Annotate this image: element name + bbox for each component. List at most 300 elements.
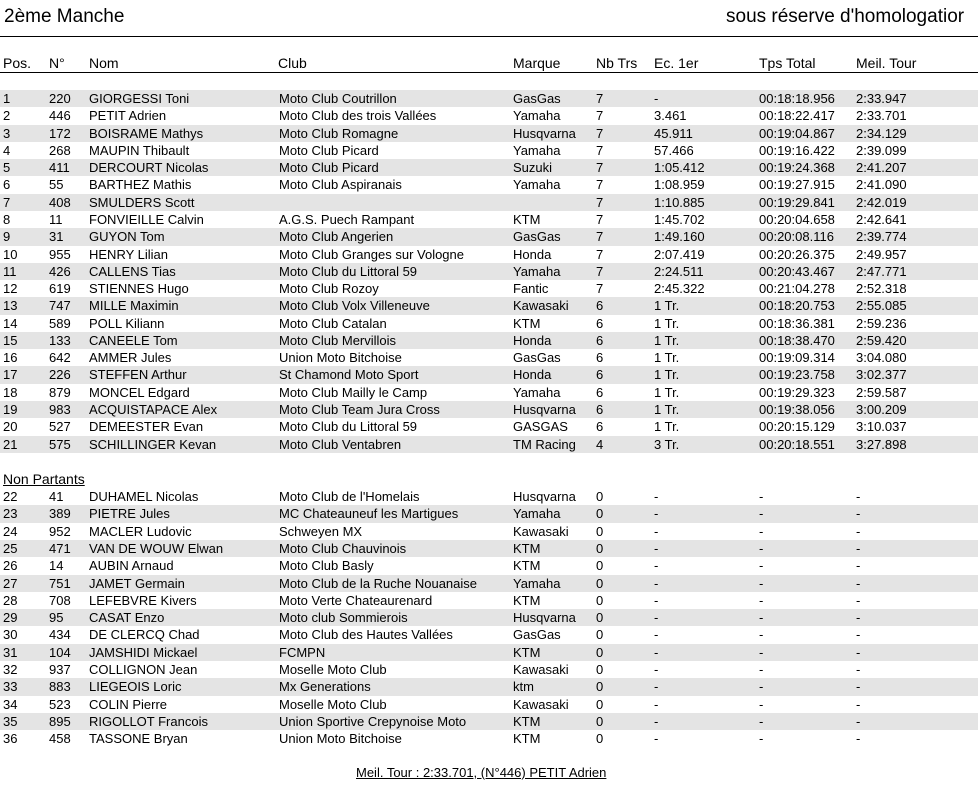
- row-gap: 1 Tr.: [654, 367, 680, 383]
- row-brand: Yamaha: [513, 177, 561, 193]
- row-gap: -: [654, 610, 659, 626]
- row-laps: 0: [596, 627, 604, 643]
- row-name: DEMEESTER Evan: [89, 419, 204, 435]
- row-pos: 16: [3, 350, 18, 366]
- row-number: 408: [49, 194, 71, 210]
- row-club: Moto Club Rozoy: [279, 281, 379, 297]
- row-name: FONVIEILLE Calvin: [89, 211, 204, 227]
- row-pos: 35: [3, 713, 18, 729]
- row-pos: 7: [3, 194, 11, 210]
- table-row: [0, 125, 978, 142]
- row-best-lap: -: [856, 575, 861, 591]
- row-laps: 7: [596, 194, 604, 210]
- table-row: [0, 142, 978, 159]
- row-club: Moto Club Catalan: [279, 315, 387, 331]
- row-laps: 7: [596, 142, 604, 158]
- row-name: MACLER Ludovic: [89, 523, 192, 539]
- row-best-lap: 2:55.085: [856, 298, 907, 314]
- row-number: 642: [49, 350, 71, 366]
- row-name: AUBIN Arnaud: [89, 558, 174, 574]
- row-total-time: 00:19:09.314: [759, 350, 835, 366]
- row-number: 747: [49, 298, 71, 314]
- row-laps: 7: [596, 281, 604, 297]
- row-number: 268: [49, 142, 71, 158]
- row-laps: 6: [596, 315, 604, 331]
- row-number: 523: [49, 696, 71, 712]
- row-club: Moto club Sommierois: [279, 610, 408, 626]
- row-name: LEFEBVRE Kivers: [89, 592, 197, 608]
- table-row: [0, 730, 978, 747]
- row-brand: Husqvarna: [513, 489, 576, 504]
- row-laps: 0: [596, 592, 604, 608]
- row-brand: Honda: [513, 367, 552, 383]
- row-brand: KTM: [513, 315, 541, 331]
- header-nom: Nom: [89, 55, 119, 71]
- row-total-time: 00:20:04.658: [759, 211, 835, 227]
- row-name: PIETRE Jules: [89, 506, 170, 522]
- row-name: AMMER Jules: [89, 350, 172, 366]
- row-name: RIGOLLOT Francois: [89, 713, 208, 729]
- row-total-time: 00:19:38.056: [759, 402, 835, 418]
- row-brand: Yamaha: [513, 142, 561, 158]
- row-best-lap: 2:59.236: [856, 315, 907, 331]
- row-name: PETIT Adrien: [89, 108, 167, 124]
- row-best-lap: -: [856, 540, 861, 556]
- row-name: DERCOURT Nicolas: [89, 160, 209, 176]
- table-row: [0, 661, 978, 678]
- row-brand: KTM: [513, 713, 541, 729]
- row-best-lap: 2:52.318: [856, 281, 907, 297]
- row-number: 446: [49, 108, 71, 124]
- row-number: 104: [49, 644, 71, 660]
- row-total-time: -: [759, 558, 764, 574]
- row-club: Union Moto Bitchoise: [279, 731, 402, 747]
- row-pos: 18: [3, 384, 18, 400]
- row-pos: 3: [3, 125, 11, 141]
- row-club: Moto Club Volx Villeneuve: [279, 298, 430, 314]
- row-brand: Husqvarna: [513, 610, 576, 626]
- row-laps: 6: [596, 367, 604, 383]
- row-club: Moto Club Basly: [279, 558, 374, 574]
- row-name: ACQUISTAPACE Alex: [89, 402, 218, 418]
- table-row: [0, 297, 978, 314]
- row-total-time: -: [759, 610, 764, 626]
- row-club: Union Sportive Crepynoise Moto: [279, 713, 467, 729]
- row-best-lap: 2:39.774: [856, 229, 907, 245]
- row-number: 389: [49, 506, 71, 522]
- row-gap: 1:08.959: [654, 177, 705, 193]
- table-row: [0, 523, 978, 540]
- row-brand: Kawasaki: [513, 696, 569, 712]
- row-brand: KTM: [513, 211, 541, 227]
- row-best-lap: 2:47.771: [856, 263, 907, 279]
- row-laps: 0: [596, 540, 604, 556]
- row-club: Moto Club Team Jura Cross: [279, 402, 440, 418]
- row-best-lap: -: [856, 713, 861, 729]
- table-row: [0, 211, 978, 228]
- row-number: 955: [49, 246, 71, 262]
- row-brand: Suzuki: [513, 160, 553, 176]
- row-pos: 6: [3, 177, 11, 193]
- row-best-lap: 2:59.420: [856, 332, 907, 348]
- row-best-lap: -: [856, 523, 861, 539]
- row-best-lap: -: [856, 696, 861, 712]
- table-row: [0, 263, 978, 280]
- row-gap: 57.466: [654, 142, 694, 158]
- row-number: 31: [49, 229, 64, 245]
- row-number: 983: [49, 402, 71, 418]
- table-row: [0, 644, 978, 661]
- row-pos: 21: [3, 436, 18, 452]
- row-pos: 9: [3, 229, 11, 245]
- row-gap: -: [654, 713, 659, 729]
- row-gap: -: [654, 627, 659, 643]
- row-laps: 0: [596, 489, 604, 504]
- row-gap: 1 Tr.: [654, 384, 680, 400]
- row-gap: -: [654, 558, 659, 574]
- row-brand: GASGAS: [513, 419, 568, 435]
- row-laps: 0: [596, 662, 604, 677]
- row-total-time: 00:19:16.422: [759, 142, 835, 158]
- row-gap: 1 Tr.: [654, 419, 680, 435]
- row-total-time: 00:19:29.841: [759, 194, 835, 210]
- row-number: 883: [49, 679, 71, 695]
- table-row: [0, 90, 978, 107]
- row-gap: -: [654, 540, 659, 556]
- row-gap: 2:07.419: [654, 246, 705, 262]
- row-best-lap: 3:00.209: [856, 402, 907, 418]
- row-name: MONCEL Edgard: [89, 384, 190, 400]
- header-num: N°: [49, 55, 65, 71]
- row-brand: ktm: [513, 679, 534, 695]
- row-pos: 11: [3, 263, 17, 279]
- title-rule: [0, 36, 978, 37]
- row-pos: 8: [3, 211, 11, 227]
- row-club: Union Moto Bitchoise: [279, 350, 402, 366]
- row-best-lap: -: [856, 627, 861, 643]
- row-brand: KTM: [513, 731, 541, 747]
- row-club: Moto Club Picard: [279, 142, 379, 158]
- row-total-time: 00:18:18.956: [759, 91, 835, 106]
- row-name: BOISRAME Mathys: [89, 125, 204, 141]
- row-number: 411: [49, 160, 70, 176]
- row-best-lap: 2:41.207: [856, 160, 907, 176]
- row-brand: Husqvarna: [513, 125, 576, 141]
- table-row: [0, 592, 978, 609]
- row-pos: 22: [3, 489, 18, 504]
- row-total-time: -: [759, 575, 764, 591]
- row-best-lap: -: [856, 489, 861, 504]
- row-total-time: 00:18:38.470: [759, 332, 835, 348]
- row-club: Moto Club Angerien: [279, 229, 394, 245]
- row-brand: Yamaha: [513, 506, 561, 522]
- row-pos: 36: [3, 731, 18, 747]
- row-best-lap: 2:41.090: [856, 177, 907, 193]
- row-brand: KTM: [513, 558, 541, 574]
- row-best-lap: 3:04.080: [856, 350, 907, 366]
- row-total-time: -: [759, 506, 764, 522]
- row-pos: 14: [3, 315, 18, 331]
- row-pos: 34: [3, 696, 18, 712]
- row-gap: -: [654, 575, 659, 591]
- row-laps: 6: [596, 350, 604, 366]
- row-gap: -: [654, 644, 659, 660]
- row-number: 937: [49, 662, 71, 677]
- row-number: 41: [49, 489, 64, 504]
- row-pos: 2: [3, 108, 11, 124]
- row-best-lap: -: [856, 610, 861, 626]
- row-club: Moto Club de la Ruche Nouanaise: [279, 575, 478, 591]
- row-laps: 6: [596, 384, 604, 400]
- row-number: 55: [49, 177, 64, 193]
- row-name: HENRY Lilian: [89, 246, 169, 262]
- row-number: 434: [49, 627, 71, 643]
- row-pos: 28: [3, 592, 18, 608]
- row-brand: Yamaha: [513, 263, 561, 279]
- header-pos: Pos.: [3, 55, 32, 71]
- row-number: 527: [49, 419, 71, 435]
- row-gap: 1 Tr.: [654, 315, 680, 331]
- header-marque: Marque: [513, 55, 561, 71]
- row-best-lap: 2:59.587: [856, 384, 907, 400]
- row-gap: 1:10.885: [654, 194, 705, 210]
- row-name: COLIN Pierre: [89, 696, 168, 712]
- row-total-time: 00:19:29.323: [759, 384, 835, 400]
- row-total-time: 00:20:15.129: [759, 419, 835, 435]
- row-name: BARTHEZ Mathis: [89, 177, 192, 193]
- row-gap: 1 Tr.: [654, 298, 680, 314]
- row-laps: 6: [596, 419, 604, 435]
- row-number: 751: [49, 575, 71, 591]
- table-row: [0, 436, 978, 453]
- row-club: FCMPN: [279, 644, 326, 660]
- row-best-lap: 2:39.099: [856, 142, 907, 158]
- row-total-time: -: [759, 592, 764, 608]
- row-name: TASSONE Bryan: [89, 731, 188, 747]
- row-best-lap: -: [856, 558, 861, 574]
- row-laps: 7: [596, 229, 604, 245]
- row-pos: 5: [3, 160, 11, 176]
- row-number: 226: [49, 367, 71, 383]
- row-pos: 23: [3, 506, 18, 522]
- header-club: Club: [278, 55, 307, 71]
- row-pos: 33: [3, 679, 18, 695]
- row-total-time: 00:18:22.417: [759, 108, 835, 124]
- row-club: Moto Verte Chateaurenard: [279, 592, 433, 608]
- row-brand: Honda: [513, 332, 552, 348]
- row-laps: 7: [596, 246, 604, 262]
- row-brand: KTM: [513, 644, 541, 660]
- table-row: [0, 713, 978, 730]
- row-number: 708: [49, 592, 71, 608]
- row-name: LIEGEOIS Loric: [89, 679, 182, 695]
- row-gap: 3 Tr.: [654, 436, 680, 452]
- row-laps: 0: [596, 523, 604, 539]
- row-club: A.G.S. Puech Rampant: [279, 211, 415, 227]
- homologation-status: sous réserve d'homologatior: [726, 6, 965, 27]
- row-total-time: -: [759, 523, 764, 539]
- row-laps: 0: [596, 575, 604, 591]
- row-total-time: 00:19:23.758: [759, 367, 835, 383]
- row-number: 619: [49, 281, 71, 297]
- row-laps: 7: [596, 177, 604, 193]
- row-club: Moto Club du Littoral 59: [279, 419, 418, 435]
- row-gap: 1 Tr.: [654, 402, 680, 418]
- row-gap: 45.911: [654, 125, 693, 141]
- row-total-time: -: [759, 731, 764, 747]
- row-laps: 7: [596, 108, 604, 124]
- row-club: Moto Club des Hautes Vallées: [279, 627, 453, 643]
- row-name: VAN DE WOUW Elwan: [89, 540, 224, 556]
- row-total-time: -: [759, 489, 764, 504]
- row-number: 11: [49, 211, 63, 227]
- row-best-lap: 2:33.947: [856, 91, 907, 106]
- row-best-lap: -: [856, 592, 861, 608]
- row-total-time: 00:19:24.368: [759, 160, 835, 176]
- row-laps: 7: [596, 263, 604, 279]
- header-meil-tour: Meil. Tour: [856, 55, 917, 71]
- row-laps: 0: [596, 713, 604, 729]
- row-name: DUHAMEL Nicolas: [89, 489, 199, 504]
- row-brand: GasGas: [513, 627, 561, 643]
- header-tps-total: Tps Total: [759, 55, 816, 71]
- table-row: [0, 696, 978, 713]
- row-brand: KTM: [513, 540, 541, 556]
- row-name: STIENNES Hugo: [89, 281, 189, 297]
- row-laps: 7: [596, 125, 604, 141]
- row-pos: 30: [3, 627, 18, 643]
- row-club: Moto Club Aspiranais: [279, 177, 402, 193]
- table-row: [0, 626, 978, 643]
- row-total-time: -: [759, 662, 764, 677]
- row-laps: 6: [596, 298, 604, 314]
- row-total-time: -: [759, 540, 764, 556]
- row-total-time: 00:20:08.116: [759, 229, 834, 245]
- row-total-time: -: [759, 644, 764, 660]
- row-laps: 6: [596, 332, 604, 348]
- row-club: Moto Club Chauvinois: [279, 540, 407, 556]
- row-name: STEFFEN Arthur: [89, 367, 187, 383]
- row-gap: 2:45.322: [654, 281, 705, 297]
- row-club: Moto Club Granges sur Vologne: [279, 246, 464, 262]
- row-number: 133: [49, 332, 71, 348]
- row-number: 575: [49, 436, 71, 452]
- row-brand: Fantic: [513, 281, 549, 297]
- row-best-lap: -: [856, 644, 861, 660]
- table-row: [0, 194, 978, 211]
- row-club: Moto Club Mervillois: [279, 332, 397, 348]
- row-pos: 20: [3, 419, 18, 435]
- row-brand: Kawasaki: [513, 662, 569, 677]
- table-row: [0, 228, 978, 245]
- row-gap: -: [654, 91, 659, 106]
- header-nb-trs: Nb Trs: [596, 55, 638, 71]
- row-pos: 32: [3, 662, 18, 677]
- row-gap: 2:24.511: [654, 263, 704, 279]
- row-number: 952: [49, 523, 71, 539]
- row-brand: TM Racing: [513, 436, 576, 452]
- row-total-time: 00:19:04.867: [759, 125, 835, 141]
- row-total-time: -: [759, 696, 764, 712]
- row-brand: GasGas: [513, 91, 561, 106]
- row-name: SMULDERS Scott: [89, 194, 195, 210]
- row-brand: Yamaha: [513, 575, 561, 591]
- row-best-lap: 2:33.701: [856, 108, 907, 124]
- row-number: 471: [49, 540, 71, 556]
- row-pos: 25: [3, 540, 18, 556]
- row-number: 220: [49, 91, 71, 106]
- row-gap: -: [654, 662, 659, 677]
- row-name: MILLE Maximin: [89, 298, 179, 314]
- row-club: Moto Club Picard: [279, 160, 379, 176]
- table-row: [0, 315, 978, 332]
- row-name: JAMSHIDI Mickael: [89, 644, 198, 660]
- row-name: GUYON Tom: [89, 229, 165, 245]
- row-pos: 17: [3, 367, 18, 383]
- row-best-lap: 2:49.957: [856, 246, 907, 262]
- table-row: [0, 505, 978, 522]
- row-pos: 24: [3, 523, 18, 539]
- row-number: 14: [49, 558, 64, 574]
- row-number: 95: [49, 610, 64, 626]
- table-row: [0, 575, 978, 592]
- row-best-lap: -: [856, 679, 861, 695]
- table-row: [0, 280, 978, 297]
- row-total-time: 00:20:43.467: [759, 263, 835, 279]
- row-total-time: 00:20:18.551: [759, 436, 835, 452]
- table-row: [0, 609, 978, 626]
- row-best-lap: 2:42.641: [856, 211, 907, 227]
- table-row: [0, 366, 978, 383]
- table-row: [0, 488, 978, 505]
- row-club: MC Chateauneuf les Martigues: [279, 506, 459, 522]
- table-row: [0, 176, 978, 193]
- row-club: Moto Club Coutrillon: [279, 91, 397, 106]
- row-gap: -: [654, 489, 659, 504]
- row-club: Moto Club du Littoral 59: [279, 263, 418, 279]
- row-name: JAMET Germain: [89, 575, 185, 591]
- row-name: SCHILLINGER Kevan: [89, 436, 217, 452]
- table-row: [0, 107, 978, 124]
- row-laps: 0: [596, 731, 604, 747]
- row-club: Moto Club des trois Vallées: [279, 108, 437, 124]
- row-laps: 6: [596, 402, 604, 418]
- row-pos: 1: [3, 91, 11, 106]
- table-row: [0, 557, 978, 574]
- row-laps: 7: [596, 91, 604, 106]
- row-number: 426: [49, 263, 71, 279]
- row-pos: 12: [3, 281, 18, 297]
- table-row: [0, 418, 978, 435]
- row-brand: Yamaha: [513, 108, 561, 124]
- row-brand: Kawasaki: [513, 298, 569, 314]
- row-gap: -: [654, 523, 659, 539]
- row-total-time: -: [759, 713, 764, 729]
- row-gap: -: [654, 696, 659, 712]
- table-row: [0, 246, 978, 263]
- row-pos: 31: [3, 644, 18, 660]
- row-name: CALLENS Tias: [89, 263, 176, 279]
- row-name: MAUPIN Thibault: [89, 142, 190, 158]
- table-row: [0, 332, 978, 349]
- row-gap: -: [654, 679, 659, 695]
- best-lap-footer: Meil. Tour : 2:33.701, (N°446) PETIT Adrien: [356, 765, 607, 780]
- table-row: [0, 401, 978, 418]
- page-title: 2ème Manche: [4, 6, 125, 27]
- row-total-time: 00:18:36.381: [759, 315, 835, 331]
- row-number: 879: [49, 384, 71, 400]
- row-club: Moto Club Ventabren: [279, 436, 402, 452]
